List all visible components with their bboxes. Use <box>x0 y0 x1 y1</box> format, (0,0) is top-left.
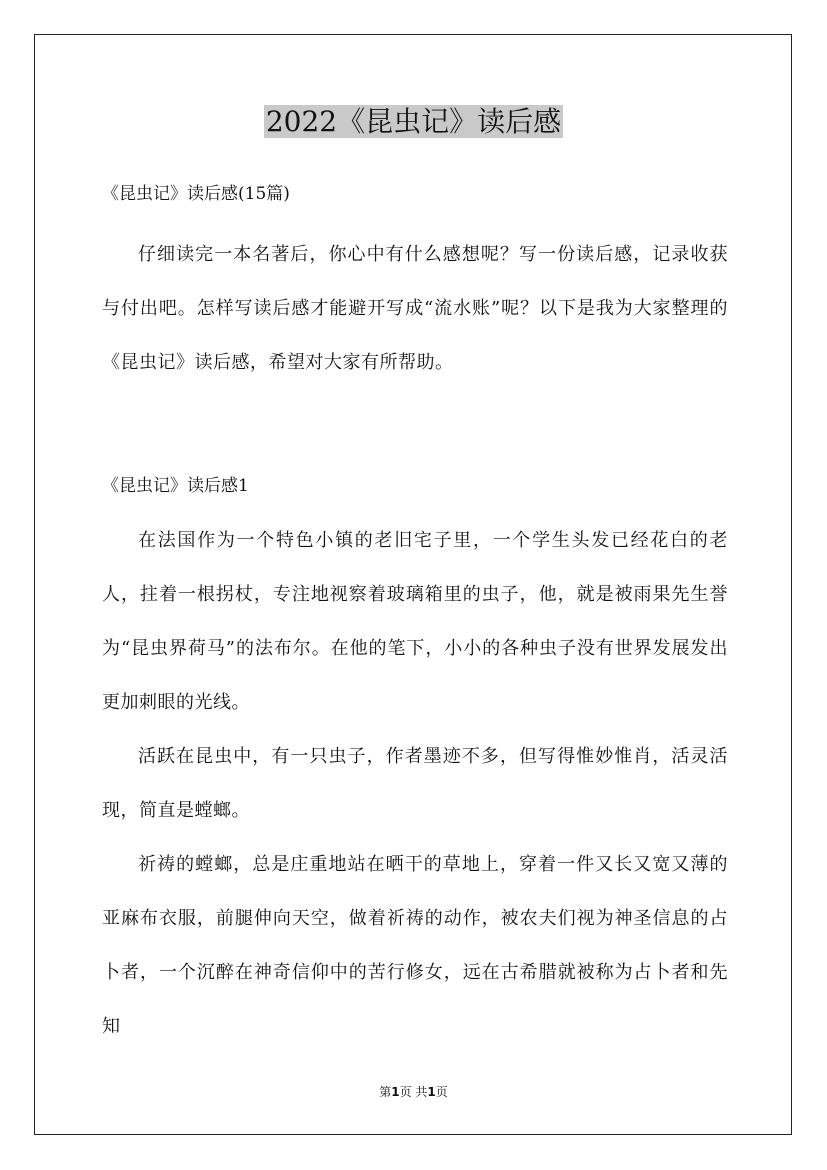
document-title <box>0 100 827 144</box>
section-paragraph: 活跃在昆虫中，有一只虫子，作者墨迹不多，但写得惟妙惟肖，活灵活现，简直是螳螂。 <box>102 746 728 821</box>
document-body <box>102 176 728 1054</box>
section-heading: 《昆虫记》读后感1 <box>102 476 249 496</box>
footer-suffix: 页 <box>435 1085 448 1099</box>
section-paragraph: 在法国作为一个特色小镇的老旧宅子里，一个学生头发已经花白的老人，拄着一根拐杖，专注地视察着玻璃箱里的虫子，他，就是被雨果先生誉为“昆虫界荷马”的法布尔。在他的笔下，小小的各种虫子没有世界发展发出更加刺眼的光线。 <box>102 530 728 713</box>
footer-page-number: 1 <box>391 1085 400 1099</box>
document-title-text: 2022《昆虫记》读后感 <box>265 105 562 138</box>
intro-paragraph: 仔细读完一本名著后，你心中有什么感想呢？写一份读后感，记录收获与付出吧。怎样写读后感才能避开写成“流水账”呢？以下是我为大家整理的《昆虫记》读后感，希望对大家有所帮助。 <box>102 244 728 373</box>
section-paragraph: 祈祷的螳螂，总是庄重地站在晒干的草地上，穿着一件又长又宽又薄的亚麻布衣服，前腿伸向天空，做着祈祷的动作，被农夫们视为神圣信息的占卜者，一个沉醉在神奇信仰中的苦行修女，远在古希腊就被称为占卜者和先知 <box>102 854 728 1037</box>
footer-prefix: 第 <box>379 1085 392 1099</box>
footer-total-pages: 1 <box>427 1085 436 1099</box>
section-body <box>102 514 728 1054</box>
page-footer <box>0 1084 827 1100</box>
footer-mid: 页 共 <box>399 1085 428 1099</box>
document-subtitle: 《昆虫记》读后感(15篇) <box>102 184 290 204</box>
